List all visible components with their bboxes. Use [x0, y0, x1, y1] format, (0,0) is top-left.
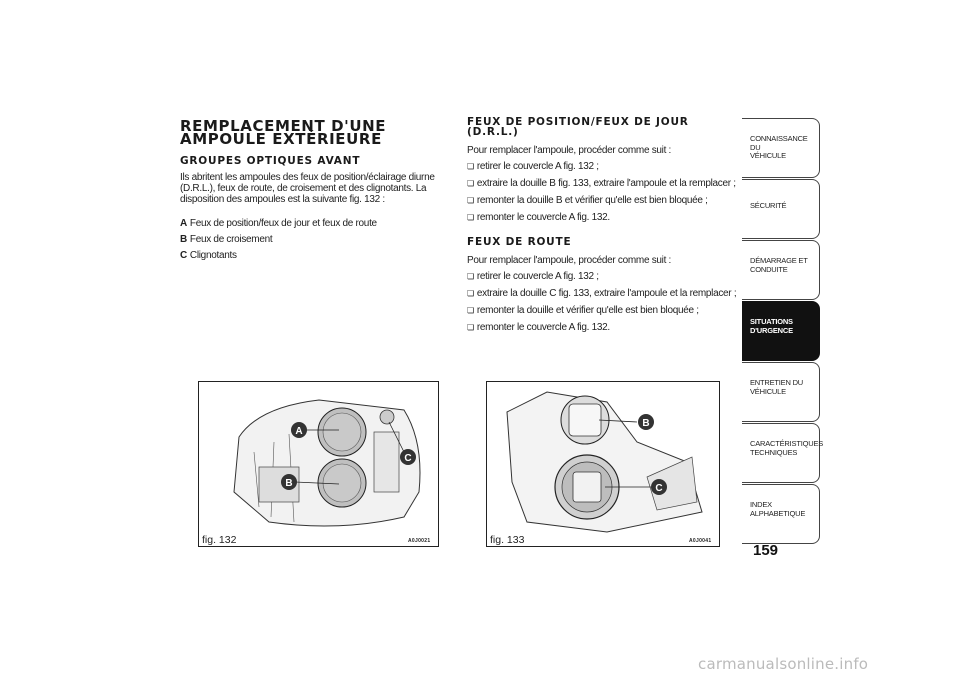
legend-key: C — [180, 250, 187, 261]
tab-label: CARACTÉRISTIQUES TECHNIQUES — [750, 439, 824, 457]
figure-label-a: A — [295, 426, 303, 437]
section2-intro: Pour remplacer l'ampoule, procéder comme suit : — [467, 255, 672, 266]
tab-entretien-du-vehicule[interactable] — [742, 362, 820, 422]
section-title-line1: REMPLACEMENT D'UNE — [180, 117, 387, 135]
watermark: carmanualsonline.info — [698, 655, 869, 673]
section1-title-line2: (D.R.L.) — [467, 126, 519, 138]
legend-text: Feux de position/feux de jour et feux de route — [189, 218, 377, 229]
tab-demarrage-et-conduite[interactable] — [742, 240, 820, 300]
tab-label: INDEX ALPHABETIQUE — [750, 500, 806, 518]
tab-securite[interactable] — [742, 179, 820, 239]
headlamp-rear-illustration — [487, 382, 720, 547]
figure-132 — [198, 381, 439, 547]
tab-index-alphabetique[interactable] — [742, 484, 820, 544]
section2-step: ❏ retirer le couvercle A fig. 132 ; — [467, 271, 599, 282]
section1-step: ❏ retirer le couvercle A fig. 132 ; — [467, 161, 599, 172]
figure-label-b: B — [285, 478, 293, 489]
tab-label: ENTRETIEN DU VÉHICULE — [750, 378, 804, 396]
figure-caption: fig. 132 — [202, 534, 237, 546]
legend-item-b — [180, 234, 272, 245]
headlamp-illustration — [199, 382, 439, 547]
section1-intro: Pour remplacer l'ampoule, procéder comme suit : — [467, 145, 672, 156]
section2-title: FEUX DE ROUTE — [467, 236, 572, 248]
section2-step: ❏ extraire la douille C fig. 133, extraire l'ampoule et la remplacer ; — [467, 288, 736, 299]
tab-label: DÉMARRAGE ET CONDUITE — [750, 256, 808, 274]
tab-label: SITUATIONS D'URGENCE — [750, 317, 793, 335]
section1-step: ❏ remonter le couvercle A fig. 132. — [467, 212, 610, 223]
figure-caption: fig. 133 — [490, 534, 525, 546]
tab-connaissance-du-vehicule[interactable] — [742, 118, 820, 178]
section2-step: ❏ remonter le couvercle A fig. 132. — [467, 322, 610, 333]
figure-label-c: C — [655, 483, 663, 494]
figure-code: A0J0021 — [408, 538, 431, 544]
legend-key: A — [180, 218, 187, 229]
section1-step: ❏ extraire la douille B fig. 133, extraire l'ampoule et la remplacer ; — [467, 178, 736, 189]
legend-item-a — [180, 218, 377, 229]
tab-situations-d-urgence[interactable] — [742, 301, 820, 361]
section2-step: ❏ remonter la douille et vérifier qu'elle est bien bloquée ; — [467, 305, 699, 316]
figure-label-b: B — [642, 418, 650, 429]
legend-text: Clignotants — [189, 250, 237, 261]
page-number: 159 — [753, 542, 779, 559]
section1-title-line1: FEUX DE POSITION/FEUX DE JOUR — [467, 116, 689, 128]
figure-label-c: C — [404, 453, 412, 464]
legend-text: Feux de croisement — [189, 234, 273, 245]
legend-item-c — [180, 250, 237, 261]
tab-label: CONNAISSANCE DU VÉHICULE — [750, 134, 808, 160]
section-title-line2: AMPOULE EXTÉRIEURE — [180, 130, 382, 148]
figure-133 — [486, 381, 720, 547]
tab-label: SÉCURITÉ — [750, 201, 787, 210]
legend-key: B — [180, 234, 187, 245]
section1-step: ❏ remonter la douille B et vérifier qu'elle est bien bloquée ; — [467, 195, 708, 206]
tab-caracteristiques-techniques[interactable] — [742, 423, 824, 483]
figure-code: A0J0041 — [689, 538, 712, 544]
intro-paragraph: Ils abritent les ampoules des feux de position/éclairage diurne (D.R.L.), feux de route, de croisement et des clignotants. La disposition des ampoules est la suivante fig. 132 : — [180, 172, 435, 205]
subsection-title: GROUPES OPTIQUES AVANT — [180, 155, 361, 167]
